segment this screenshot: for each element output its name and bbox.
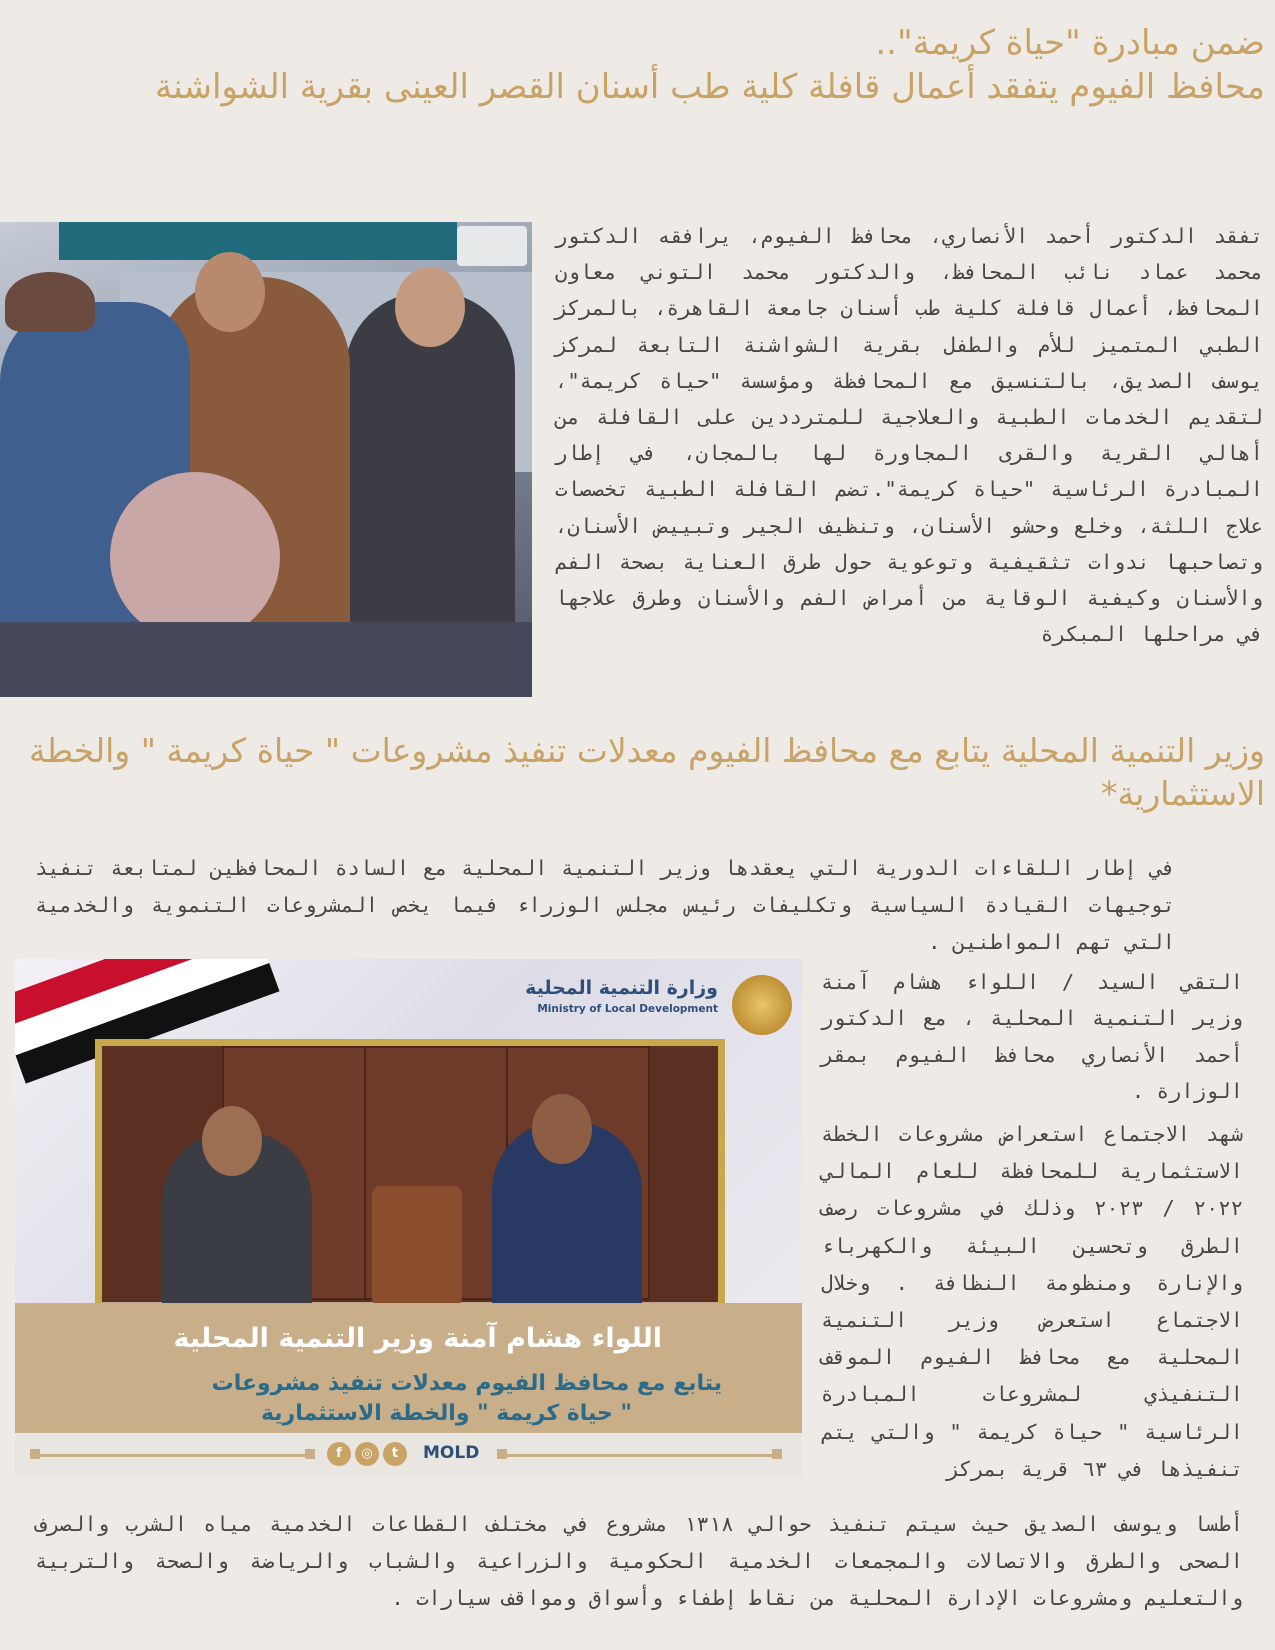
- article2-intro: في إطار اللقاءات الدورية التي يعقدها وزير التنمية المحلية مع السادة المحافظين لمتابعة تنفيذ توجيهات القيادة السياسية وتكليفات رئيس مجلس الوزراء فيما يخص المشروعات التنموية والخدمية التي تهم المواطنين .: [35, 856, 1175, 954]
- article2-meeting: التقي السيد / اللواء هشام آمنة وزير التنمية المحلية ، مع الدكتور أحمد الأنصاري محافظ الفيوم بمقر الوزارة .: [821, 970, 1243, 1103]
- article1-title: [25, 22, 1265, 109]
- article1-title-line1: ضمن مبادرة "حياة كريمة"..: [875, 23, 1265, 63]
- instagram-icon: ◎: [355, 1442, 379, 1466]
- ministry-name-ar: وزارة التنمية المحلية: [525, 977, 718, 999]
- article2-title: وزير التنمية المحلية يتابع مع محافظ الفيوم معدلات تنفيذ مشروعات " حياة كريمة " والخطة الاستثمارية*: [29, 731, 1265, 813]
- article1-title-line2: محافظ الفيوم يتفقد أعمال قافلة كلية طب أسنان القصر العينى بقرية الشواشنة: [154, 66, 1265, 107]
- caption-line1: اللواء هشام آمنة وزير التنمية المحلية: [173, 1323, 662, 1354]
- eagle-emblem-icon: [732, 975, 792, 1035]
- dental-caravan-photo: [0, 222, 532, 697]
- brand-label: MOLD: [423, 1443, 480, 1463]
- caption-line3: " حياة كريمة " والخطة الاستثمارية: [260, 1401, 632, 1426]
- twitter-icon: t: [383, 1442, 407, 1466]
- article2-conclusion: أطسا ويوسف الصديق حيث سيتم تنفيذ حوالي ١٣١٨ مشروع في مختلف القطاعات الخدمية مياه الشرب والصرف الصحى والطرق والاتصالات والمجمعات الخدمية الحكومية والزراعية والشباب والرياضة والصحة والتربية والتعليم ومشروعات الإدارة المحلية من نقاط إطفاء وأسواق ومواقف سيارات .: [35, 1512, 1243, 1610]
- article1-body: تفقد الدكتور أحمد الأنصاري، محافظ الفيوم، يرافقه الدكتور محمد عماد نائب المحافظ، والدكتور محمد التوني معاون المحافظ، أعمال قافلة كلية طب أسنان جامعة القاهرة، بالمركز الطبي المتميز للأم والطفل بقرية الشواشنة التابعة لمركز يوسف الصديق، بالتنسيق مع المحافظة ومؤسسة "حياة كريمة"، لتقديم الخدمات الطبية والعلاجية للمترددين على القافلة من أهالي القرية والقرى المجاورة لها بالمجان، في إطار المبادرة الرئاسية "حياة كريمة".تضم القافلة الطبية تخصصات علاج اللثة، وخلع وحشو الأسنان، وتنظيف الجير وتبييض الأسنان، وتصاحبها ندوات تثقيفية وتوعوية حول طرق العناية بصحة الفم والأسنان وكيفية الوقاية من أمراض الفم والأسنان وطرق علاجها في مراحلها المبكرة: [555, 224, 1263, 647]
- facebook-icon: f: [327, 1442, 351, 1466]
- minister-meeting-photo: [15, 959, 802, 1476]
- article2-review: شهد الاجتماع استعراض مشروعات الخطة الاستثمارية للمحافظة للعام المالي ٢٠٢٢ / ٢٠٢٣ وذلك في مشروعات رصف الطرق وتحسين البيئة والكهرباء والإنارة ومنظومة النظافة . وخلال الاجتماع استعرض وزير التنمية المحلية مع محافظ الفيوم الموقف التنفيذي لمشروعات المبادرة الرئاسية " حياة كريمة " والتي يتم تنفيذها في ٦٣ قرية بمركز: [821, 1122, 1243, 1481]
- caption-line2: يتابع مع محافظ الفيوم معدلات تنفيذ مشروعات: [211, 1371, 722, 1396]
- ministry-name-en: Ministry of Local Development: [537, 1003, 718, 1015]
